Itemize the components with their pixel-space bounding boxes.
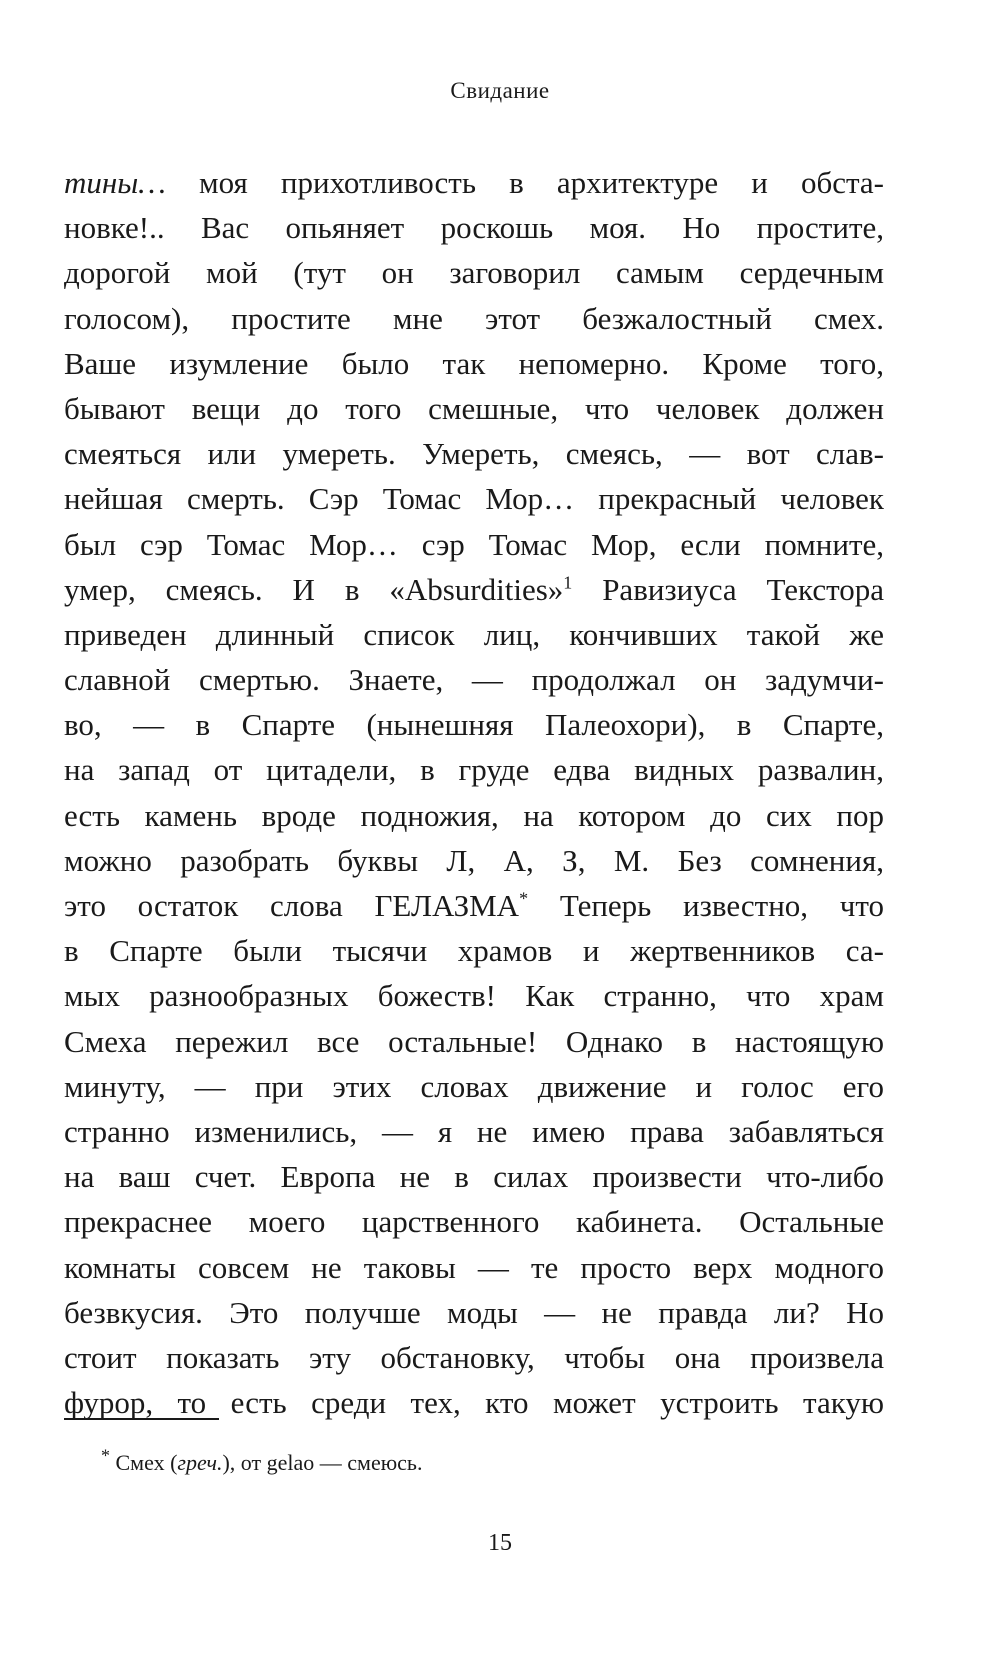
footnote-text: Смех ( xyxy=(110,1450,178,1475)
text-line-17 xyxy=(64,883,884,928)
text-line-11: приведен длинный список лиц, кончивших такой же xyxy=(64,616,884,652)
text-line-25: комнаты совсем не таковы — те просто верх модного xyxy=(64,1249,884,1285)
text-line-19: мых разнообразных божеств! Как странно, что храм xyxy=(64,978,884,1014)
footnote-marker: * xyxy=(101,1445,110,1466)
text-line-26: безвкусия. Это получше моды — не правда ли? Но xyxy=(64,1294,884,1330)
text-line-18: в Спарте были тысячи храмов и жертвенников са- xyxy=(64,933,884,969)
footnote-italic: греч. xyxy=(177,1450,223,1475)
footnote-ref-1: 1 xyxy=(563,572,573,593)
running-head: Свидание xyxy=(450,78,550,103)
line-text: моя прихотливость в архитектуре и обста- xyxy=(165,165,884,200)
text-line-15: есть камень вроде подножия, на котором до сих пор xyxy=(64,797,884,833)
italic-word: тины… xyxy=(64,165,166,200)
text-line-24: прекраснее моего царственного кабинета. Остальные xyxy=(64,1204,884,1240)
text-line-23: на ваш счет. Европа не в силах произвести что-либо xyxy=(64,1159,884,1195)
text-line-6: бывают вещи до того смешные, что человек должен xyxy=(64,390,884,426)
text-line-21: минуту, — при этих словах движение и голос его xyxy=(64,1068,884,1104)
page-number: 15 xyxy=(488,1530,512,1556)
text-line-9: был сэр Томас Мор… сэр Томас Мор, если помните, xyxy=(64,526,884,562)
text-line-1 xyxy=(64,160,884,205)
footnote-text: ), от gelao — смеюсь. xyxy=(222,1450,423,1475)
text-line-10 xyxy=(64,567,884,612)
text-line-22: странно изменились, — я не имею права забавляться xyxy=(64,1113,884,1149)
text-line-27: стоит показать эту обстановку, чтобы она произвела xyxy=(64,1339,884,1375)
text-line-2: новке!.. Вас опьяняет роскошь моя. Но простите, xyxy=(64,210,884,246)
text-line-14: на запад от цитадели, в груде едва видных развалин, xyxy=(64,752,884,788)
text-line-20: Смеха пережил все остальные! Однако в настоящую xyxy=(64,1023,884,1059)
text-line-5: Ваше изумление было так непомерно. Кроме того, xyxy=(64,345,884,381)
text-line-16: можно разобрать буквы Л, А, З, М. Без сомнения, xyxy=(64,842,884,878)
footnote-rule xyxy=(64,1418,219,1420)
text-line-4: голосом), простите мне этот безжалостный смех. xyxy=(64,300,884,336)
footnote xyxy=(101,1445,423,1478)
text-line-13: во, — в Спарте (нынешняя Палеохори), в Спарте, xyxy=(64,707,884,743)
text-line-12: славной смертью. Знаете, — продолжал он задумчи- xyxy=(64,662,884,698)
line-text: умер, смеясь. И в «Absurdities» xyxy=(64,571,564,607)
text-line-3: дорогой мой (тут он заговорил самым сердечным xyxy=(64,255,884,291)
line-text: Теперь известно, что xyxy=(528,888,884,923)
line-text: это остаток слова ГЕЛАЗМА xyxy=(64,888,520,923)
text-line-28: фурор, то есть среди тех, кто может устроить такую xyxy=(64,1385,884,1421)
text-line-7: смеяться или умереть. Умереть, смеясь, — вот слав- xyxy=(64,436,884,472)
footnote-ref-star: * xyxy=(519,888,529,909)
body-text xyxy=(64,160,884,1425)
line-text: Равизиуса Текстора xyxy=(572,571,884,607)
text-line-8: нейшая смерть. Сэр Томас Мор… прекрасный человек xyxy=(64,481,884,517)
